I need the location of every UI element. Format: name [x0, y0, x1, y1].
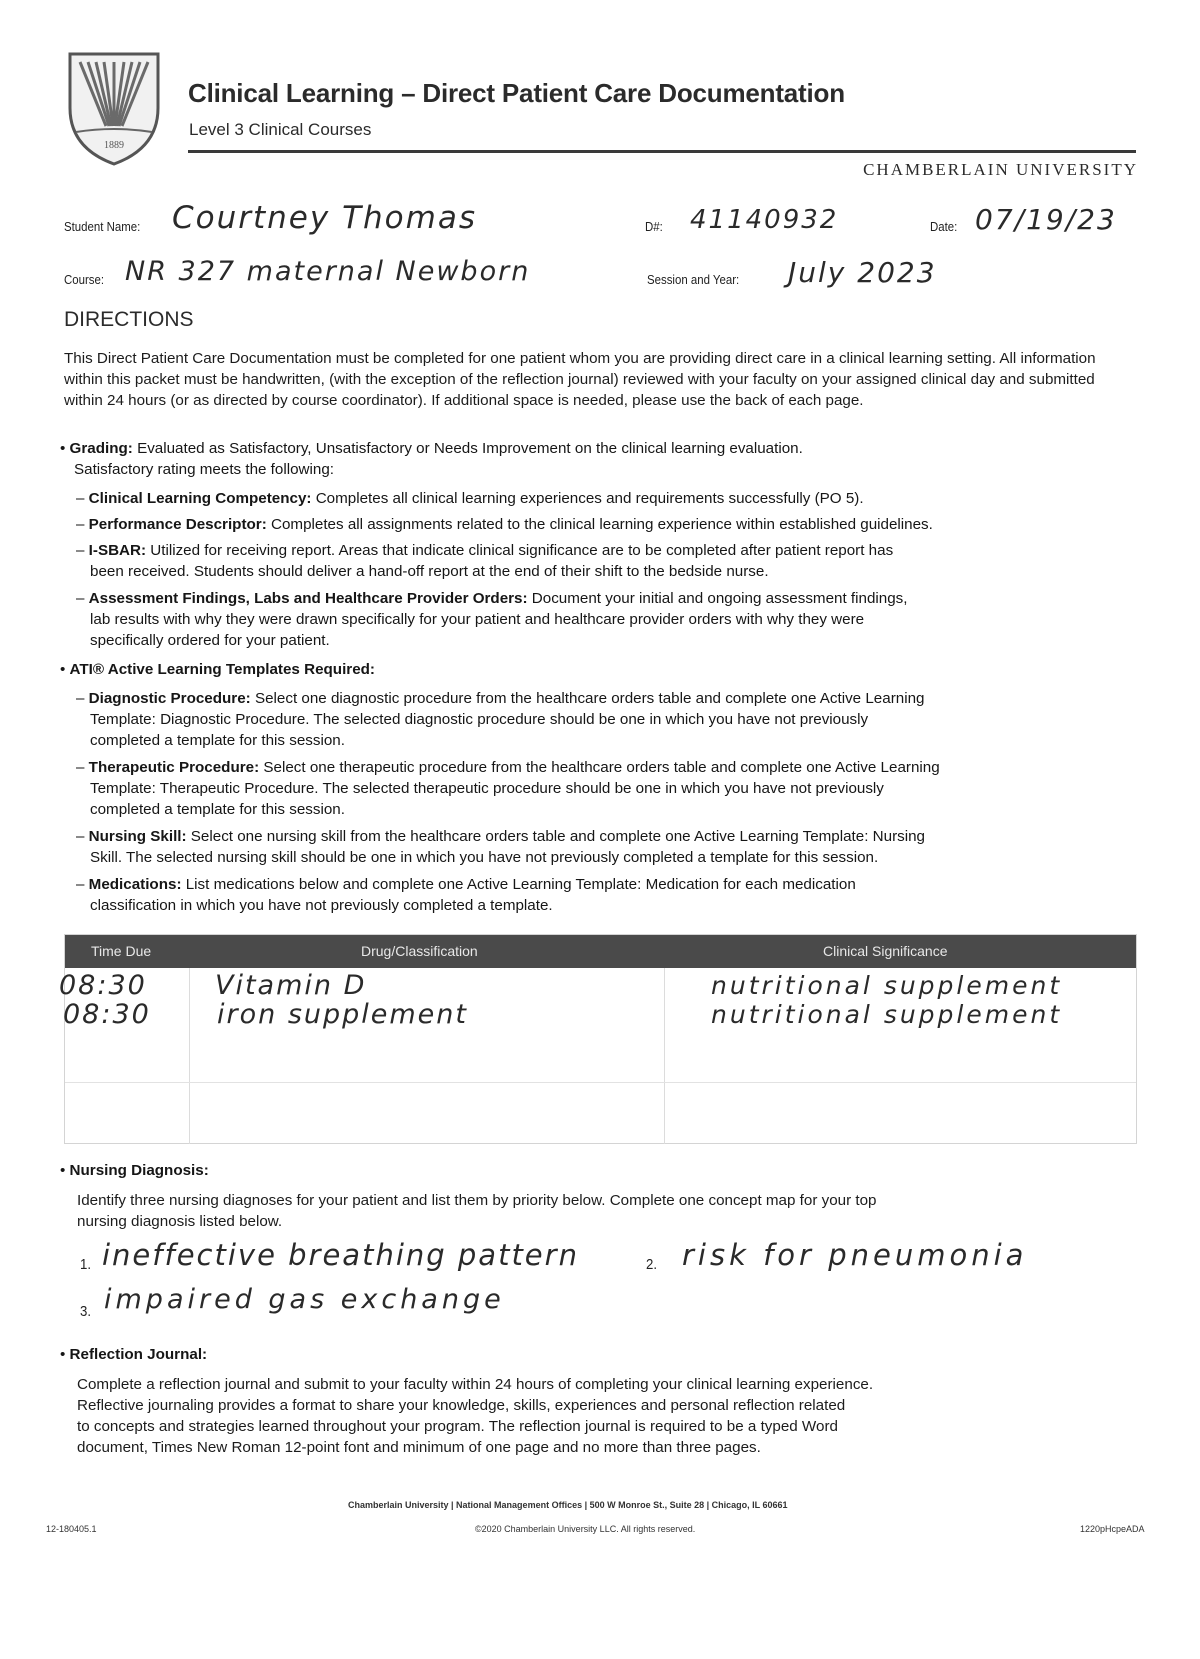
- diagnosis-3-value: impaired gas exchange: [104, 1284, 505, 1315]
- med-row-2-drug: iron supplement: [217, 999, 468, 1030]
- med-row-2-time: 08:30: [63, 999, 151, 1030]
- course-value: NR 327 maternal Newborn: [125, 256, 531, 287]
- student-name-value: Courtney Thomas: [172, 200, 477, 236]
- grading-item-performance: – Performance Descriptor: Completes all assignments related to the clinical learning experience within established guidelines.: [76, 516, 933, 533]
- directions-intro: This Direct Patient Care Documentation must be completed for one patient whom you are providing direct care in a clinical learning setting. All information within this packet must be handwritten, (with the exception of the reflection journal) reviewed with your faculty on your assigned clinical day and submitted within 24 hours (or as directed by course coordinator). If additional space is needed, please use the back of each page.: [64, 350, 1096, 409]
- diagnosis-2-value: risk for pneumonia: [682, 1238, 1028, 1272]
- ati-item-diagnostic: – Diagnostic Procedure: Select one diagnostic procedure from the healthcare orders table and complete one Active Learning Template: Diagnostic Procedure. The selected diagnostic procedure should be one in which you have not previously completed a template for this session.: [76, 690, 925, 749]
- reflection-bullet: • Reflection Journal:: [60, 1346, 208, 1363]
- footer-copyright: ©2020 Chamberlain University LLC. All rights reserved.: [475, 1524, 696, 1534]
- header-time-due: Time Due: [91, 943, 152, 959]
- row-divider: [65, 1082, 1136, 1083]
- id-label: D#:: [645, 219, 663, 234]
- footer-left-code: 12-180405.1: [46, 1524, 97, 1534]
- nursing-diagnosis-instructions: Identify three nursing diagnoses for your patient and list them by priority below. Complete one concept map for your top nursing diagnosis listed below.: [77, 1192, 877, 1230]
- nursing-diagnosis-label: Nursing Diagnosis:: [69, 1162, 209, 1179]
- diagnosis-2-number: 2.: [646, 1256, 658, 1273]
- med-row-2-significance: nutritional supplement: [711, 1000, 1063, 1029]
- id-value: 41140932: [690, 205, 839, 235]
- session-label: Session and Year:: [647, 272, 740, 287]
- ati-item-therapeutic: – Therapeutic Procedure: Select one therapeutic procedure from the healthcare orders table and complete one Active Learning Template: Therapeutic Procedure. The selected therapeutic procedure should be one in which you have not previously completed a template for this session.: [76, 759, 940, 818]
- med-row-1-significance: nutritional supplement: [711, 971, 1063, 1000]
- header-drug-classification: Drug/Classification: [361, 943, 478, 959]
- diagnosis-3-number: 3.: [80, 1303, 92, 1320]
- grading-item-competency: – Clinical Learning Competency: Completes all clinical learning experiences and requirements successfully (PO 5).: [76, 490, 864, 507]
- column-divider: [189, 968, 190, 1144]
- grading-bullet: • Grading: Evaluated as Satisfactory, Unsatisfactory or Needs Improvement on the clinical learning evaluation. Satisfactory rating meets the following:: [60, 440, 803, 478]
- university-shield-logo: [66, 48, 162, 168]
- header-divider: [188, 150, 1136, 153]
- ati-label: ATI® Active Learning Templates Required:: [69, 661, 375, 678]
- ati-item-nursing-skill: – Nursing Skill: Select one nursing skill from the healthcare orders table and complete one Active Learning Template: Nursing Skill. The selected nursing skill should be one in which you have not previously completed a template for this session.: [76, 828, 925, 866]
- column-divider: [664, 968, 665, 1144]
- reflection-instructions: Complete a reflection journal and submit to your faculty within 24 hours of completing your clinical learning experience. Reflective journaling provides a format to share your knowledge, skills, experiences and personal reflection related to concepts and strategies learned throughout your program. The reflection journal is required to be a typed Word document, Times New Roman 12-point font and minimum of one page and no more than three pages.: [77, 1376, 874, 1456]
- med-row-1-drug: Vitamin D: [215, 970, 367, 1001]
- grading-text: Evaluated as Satisfactory, Unsatisfactory or Needs Improvement on the clinical learning evaluation.: [137, 440, 803, 457]
- session-value: July 2023: [788, 256, 937, 289]
- nursing-diagnosis-bullet: • Nursing Diagnosis:: [60, 1162, 209, 1179]
- grading-label: Grading:: [69, 440, 133, 457]
- diagnosis-1-value: ineffective breathing pattern: [102, 1238, 579, 1272]
- header-clinical-significance: Clinical Significance: [823, 943, 948, 959]
- footer-right-code: 1220pHcpeADA: [1080, 1524, 1145, 1534]
- medication-table-header: [65, 935, 1136, 968]
- document-title: Clinical Learning – Direct Patient Care Documentation: [188, 78, 845, 108]
- diagnosis-1-number: 1.: [80, 1256, 92, 1273]
- reflection-label: Reflection Journal:: [69, 1346, 208, 1363]
- student-name-label: Student Name:: [64, 219, 141, 234]
- grading-item-isbar: – I-SBAR: Utilized for receiving report. Areas that indicate clinical significance are to be completed after patient report has been received. Students should deliver a hand-off report at the end of their shift to the bedside nurse.: [76, 542, 894, 580]
- grading-item-assessment: – Assessment Findings, Labs and Healthcare Provider Orders: Document your initial and ongoing assessment findings, lab results with why they were drawn specifically for your patient and healthcare provider orders with why they were specifically ordered for your patient.: [76, 590, 908, 649]
- course-label: Course:: [64, 272, 105, 287]
- university-name: CHAMBERLAIN UNIVERSITY: [863, 160, 1138, 179]
- med-row-1-time: 08:30: [59, 970, 147, 1001]
- document-subtitle: Level 3 Clinical Courses: [189, 120, 372, 139]
- medication-table: [59, 934, 1137, 1144]
- svg-text:1889: 1889: [104, 140, 124, 151]
- ati-item-medications: – Medications: List medications below and complete one Active Learning Template: Medication for each medication classification in which you have not previously completed a template.: [76, 876, 856, 914]
- grading-text-2: Satisfactory rating meets the following:: [74, 461, 334, 478]
- date-value: 07/19/23: [975, 203, 1117, 236]
- footer-address: Chamberlain University | National Management Offices | 500 W Monroe St., Suite 28 | Chicago, IL 60661: [348, 1500, 788, 1510]
- date-label: Date:: [930, 219, 958, 234]
- ati-bullet: • ATI® Active Learning Templates Required:: [60, 661, 375, 678]
- directions-heading: DIRECTIONS: [64, 308, 194, 331]
